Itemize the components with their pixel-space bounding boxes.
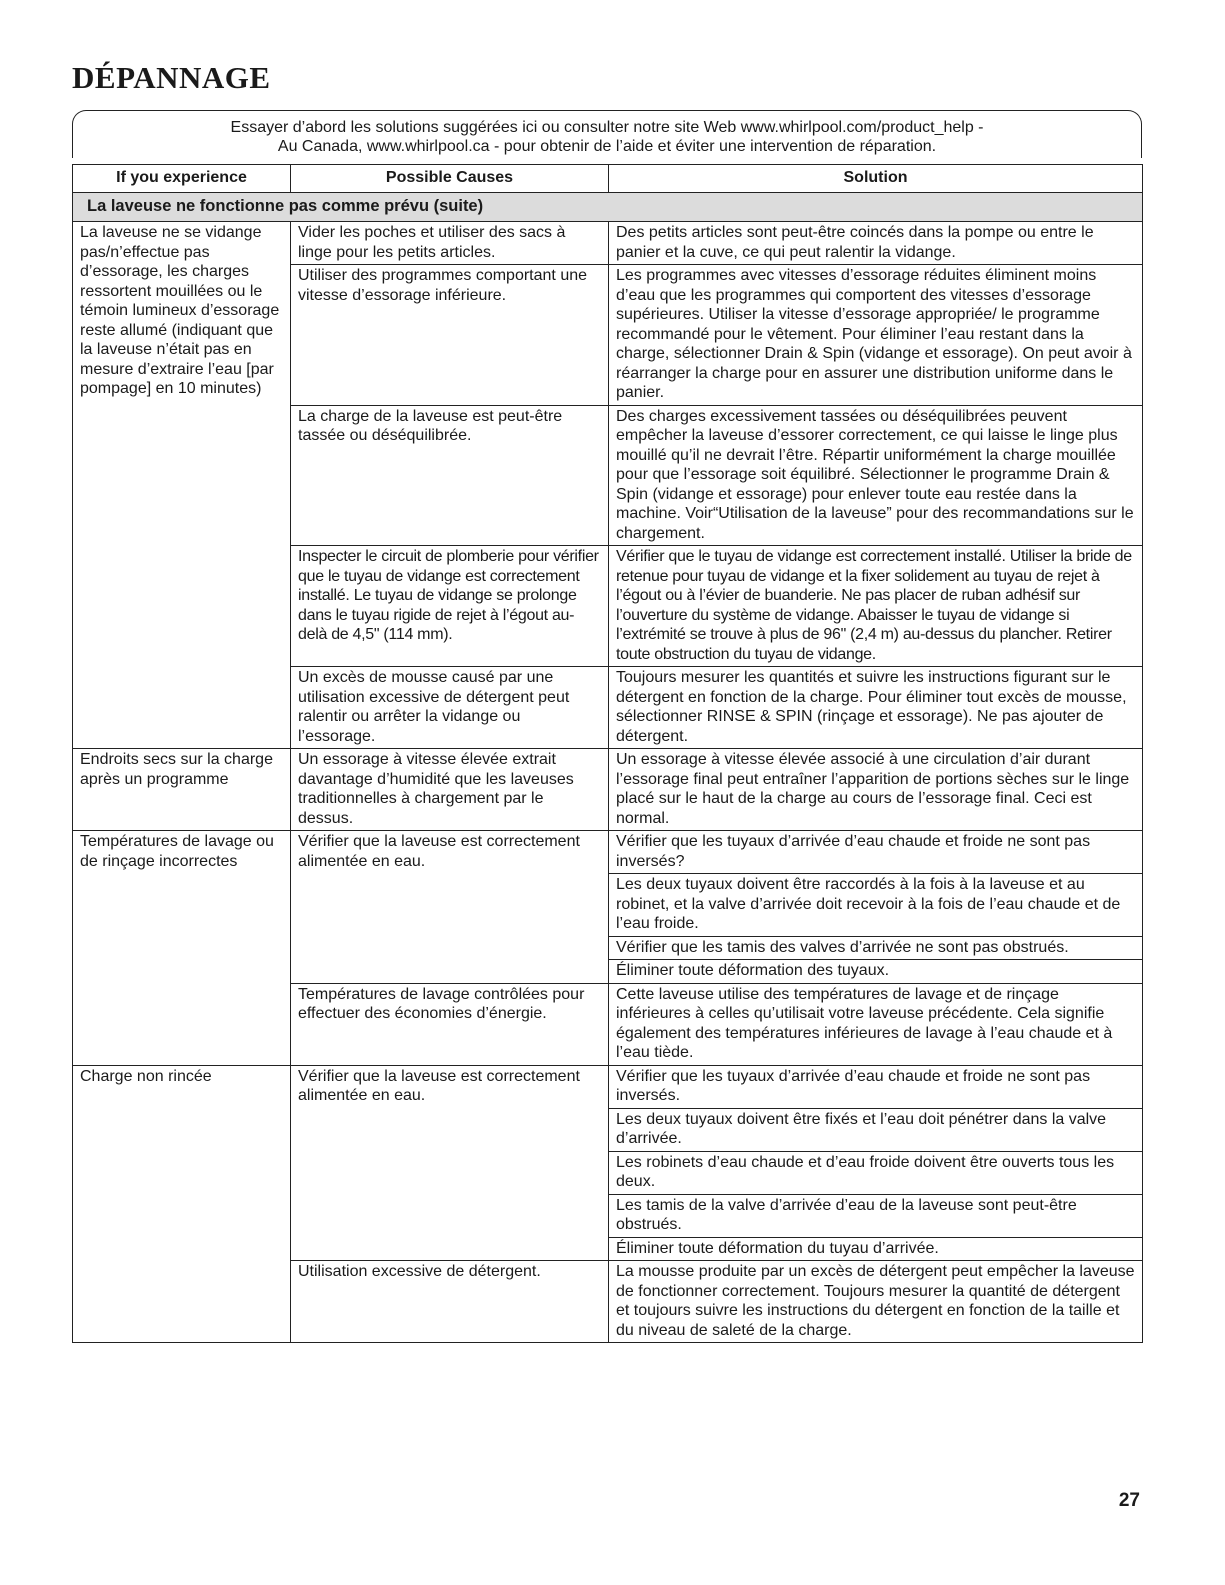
cause-cell: Vérifier que la laveuse est correctement alimentée en eau. — [291, 831, 609, 984]
cause-cell: Inspecter le circuit de plomberie pour vérifier que le tuyau de vidange est correctement installé. Le tuyau de vidange se prolonge dans le tuyau rigide de rejet à l’égout au-delà de 4,5" (114 mm). — [291, 546, 609, 667]
solution-cell: Éliminer toute déformation du tuyau d’arrivée. — [609, 1237, 1143, 1261]
section-row — [73, 192, 1143, 222]
solution-cell: Des petits articles sont peut-être coincés dans la pompe ou entre le panier et la cuve, ce qui peut ralentir la vidange. — [609, 222, 1143, 265]
solution-cell: Éliminer toute déformation des tuyaux. — [609, 960, 1143, 984]
cause-cell: Utilisation excessive de détergent. — [291, 1261, 609, 1343]
problem-cell: Températures de lavage ou de rinçage incorrectes — [73, 831, 291, 1066]
page-number: 27 — [1118, 1490, 1140, 1511]
solution-cell: Les programmes avec vitesses d’essorage réduites éliminent moins d’eau que les programmes qui comportent des vitesses d’essorage supérieures. Utiliser la vitesse d’essorage appropriée/ le programme recommandé pour le vêtement. Pour éliminer l’eau restant dans la charge, sélectionner Drain & Spin (vidange et essorage). On peut avoir à réarranger la charge pour en assurer une distribution uniforme dans le panier. — [609, 265, 1143, 406]
problem-cell: Endroits secs sur la charge après un programme — [73, 749, 291, 831]
solution-cell: Vérifier que les tuyaux d’arrivée d’eau chaude et froide ne sont pas inversés? — [609, 831, 1143, 874]
intro-line-2: Au Canada, www.whirlpool.ca - pour obtenir de l’aide et éviter une intervention de réparation. — [277, 138, 937, 155]
problem-cell: La laveuse ne se vidange pas/n’effectue pas d’essorage, les charges ressortent mouillées ou le témoin lumineux d’essorage reste allumé (indiquant que la laveuse n’était pas en mesure d’extraire l’eau [par pompage] en 10 minutes) — [73, 222, 291, 749]
table-row — [73, 831, 1143, 874]
solution-cell: Toujours mesurer les quantités et suivre les instructions figurant sur le détergent en fonction de la charge. Pour éliminer tout excès de mousse, sélectionner RINSE & SPIN (rinçage et essorage). Ne pas ajouter de détergent. — [609, 667, 1143, 749]
table-header-row — [73, 165, 1143, 193]
problem-cell: Charge non rincée — [73, 1065, 291, 1343]
intro-text — [72, 118, 1142, 156]
intro-line-1: Essayer d’abord les solutions suggérées ici ou consulter notre site Web www.whirlpool.com/product_help - — [230, 119, 984, 136]
header-causes: Possible Causes — [291, 165, 609, 193]
solution-cell: Les deux tuyaux doivent être fixés et l’eau doit pénétrer dans la valve d’arrivée. — [609, 1108, 1143, 1151]
troubleshooting-table — [72, 164, 1143, 1343]
solution-cell: Les robinets d’eau chaude et d’eau froide doivent être ouverts tous les deux. — [609, 1151, 1143, 1194]
solution-cell: Des charges excessivement tassées ou déséquilibrées peuvent empêcher la laveuse d’essorer correctement, ce qui laisse le linge plus mouillé qu’il ne devrait l’être. Répartir uniformément la charge mouillée pour que l’essorage soit équilibré. Sélectionner le programme Drain & Spin (vidange et essorage) pour enlever toute eau restée dans la machine. Voir“Utilisation de la laveuse” pour des recommandations sur le chargement. — [609, 405, 1143, 546]
cause-cell: La charge de la laveuse est peut-être tassée ou déséquilibrée. — [291, 405, 609, 546]
page-title: DÉPANNAGE — [72, 60, 271, 95]
cause-cell: Un essorage à vitesse élevée extrait davantage d’humidité que les laveuses traditionnelles à chargement par le dessus. — [291, 749, 609, 831]
solution-cell: Un essorage à vitesse élevée associé à une circulation d’air durant l’essorage final peut entraîner l’apparition de portions sèches sur le linge placé sur le haut de la charge au cours de l’essorage final. Ceci est normal. — [609, 749, 1143, 831]
solution-cell: Vérifier que les tuyaux d’arrivée d’eau chaude et froide ne sont pas inversés. — [609, 1065, 1143, 1108]
header-solution: Solution — [609, 165, 1143, 193]
solution-cell: Les deux tuyaux doivent être raccordés à la fois à la laveuse et au robinet, et la valve d’arrivée doit recevoir à la fois de l’eau chaude et de l’eau froide. — [609, 874, 1143, 937]
cause-cell: Vérifier que la laveuse est correctement alimentée en eau. — [291, 1065, 609, 1261]
cause-cell: Températures de lavage contrôlées pour effectuer des économies d’énergie. — [291, 983, 609, 1065]
header-problem: If you experience — [73, 165, 291, 193]
solution-cell: Les tamis de la valve d’arrivée d’eau de la laveuse sont peut-être obstrués. — [609, 1194, 1143, 1237]
cause-cell: Utiliser des programmes comportant une vitesse d’essorage inférieure. — [291, 265, 609, 406]
section-title: La laveuse ne fonctionne pas comme prévu (suite) — [73, 192, 1143, 222]
solution-cell: Cette laveuse utilise des températures de lavage et de rinçage inférieures à celles qu’utilisait votre laveuse précédente. Cela signifie également des températures inférieures de lavage à l’eau chaude et à l’eau tiède. — [609, 983, 1143, 1065]
solution-cell: Vérifier que les tamis des valves d’arrivée ne sont pas obstrués. — [609, 936, 1143, 960]
table-row — [73, 1065, 1143, 1108]
solution-cell: La mousse produite par un excès de détergent peut empêcher la laveuse de fonctionner correctement. Toujours mesurer la quantité de détergent et toujours suivre les instructions du détergent en fonction de la taille et du niveau de saleté de la charge. — [609, 1261, 1143, 1343]
cause-cell: Vider les poches et utiliser des sacs à linge pour les petits articles. — [291, 222, 609, 265]
table-row — [73, 749, 1143, 831]
solution-cell: Vérifier que le tuyau de vidange est correctement installé. Utiliser la bride de retenue pour tuyau de vidange et la fixer solidement au tuyau de rejet à l’égout ou à l’évier de buanderie. Ne pas placer de ruban adhésif sur l’ouverture du système de vidange. Abaisser le tuyau de vidange si l’extrémité se trouve à plus de 96" (2,4 m) au-dessus du plancher. Retirer toute obstruction du tuyau de vidange. — [609, 546, 1143, 667]
cause-cell: Un excès de mousse causé par une utilisation excessive de détergent peut ralentir ou arrêter la vidange ou l’essorage. — [291, 667, 609, 749]
table-row — [73, 222, 1143, 265]
